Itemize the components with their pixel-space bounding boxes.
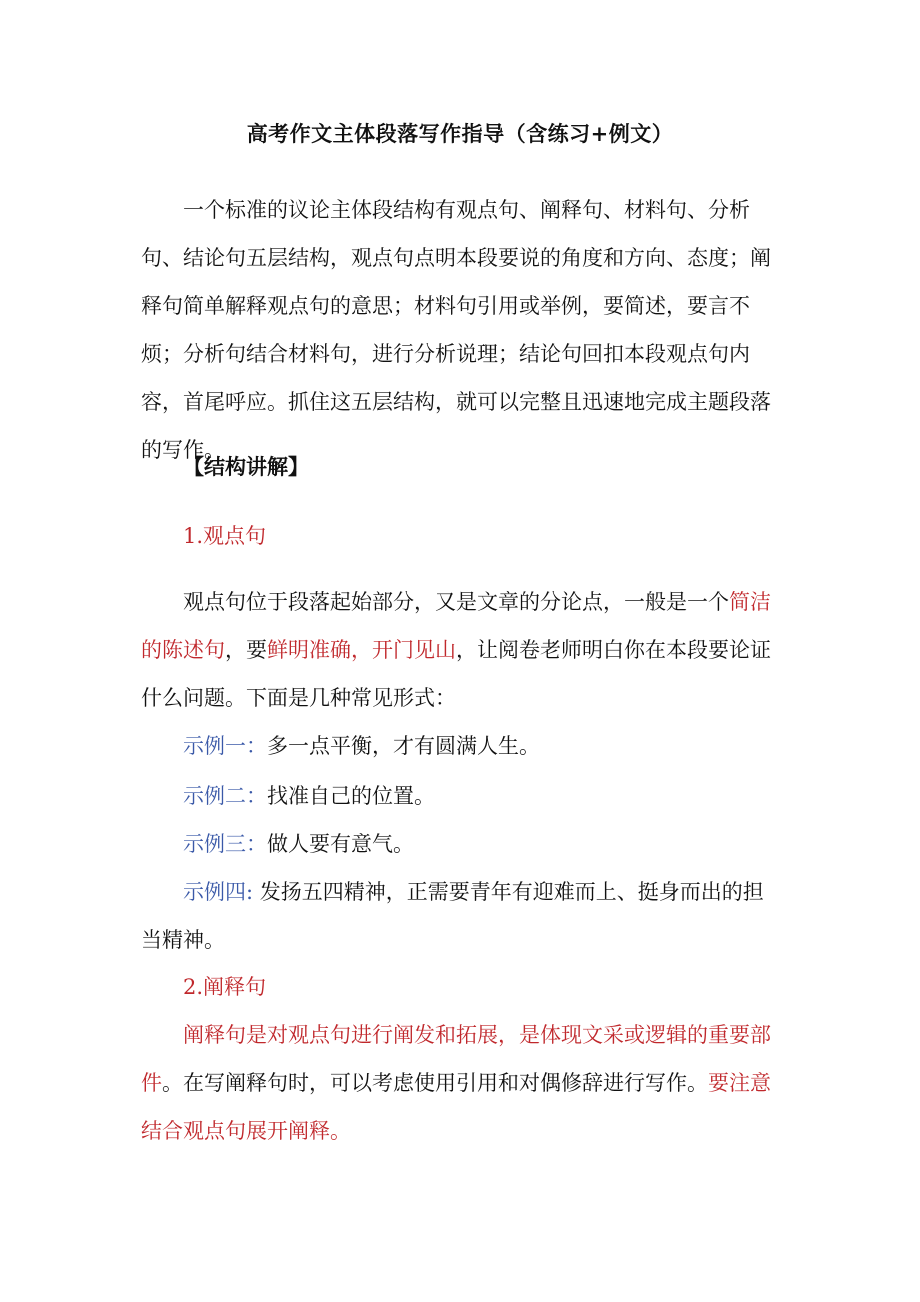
example-2-label: 示例二： (183, 784, 267, 808)
item2-highlight-2: 要注意结合观点句展开阐释。 (141, 1071, 771, 1143)
page-title: 高考作文主体段落写作指导（含练习+例文） (246, 121, 674, 146)
example-1 (183, 722, 540, 770)
item2-paragraph (141, 1011, 783, 1155)
example-1-text: 多一点平衡，才有圆满人生。 (267, 734, 540, 758)
example-3-label: 示例三： (183, 832, 267, 856)
example-4 (141, 868, 783, 964)
example-3 (183, 820, 414, 868)
item2-text-b: 。在写阐释句时，可以考虑使用引用和对偶修辞进行写作。 (162, 1071, 708, 1095)
item1-highlight-1: 简洁的陈述句 (141, 590, 771, 662)
item1-text-c: ，让阅卷老师明白你在本段要论证什么问题。下面是几种常见形式： (141, 638, 771, 710)
section-heading: 【结构讲解】 (183, 454, 309, 479)
example-2-text: 找准自己的位置。 (267, 784, 435, 808)
item1-heading: 1.观点句 (183, 524, 267, 548)
example-4-text: 发扬五四精神，正需要青年有迎难而上、挺身而出的担当精神。 (141, 880, 764, 952)
example-2 (183, 772, 435, 820)
item1-text-a: 观点句位于段落起始部分，又是文章的分论点，一般是一个 (183, 590, 729, 614)
example-4-label: 示例四: (183, 880, 254, 904)
item1-paragraph (141, 578, 783, 722)
item1-text-b: ，要 (225, 638, 267, 662)
item2-heading: 2.阐释句 (183, 975, 267, 999)
intro-paragraph: 一个标准的议论主体段结构有观点句、阐释句、材料句、分析句、结论句五层结构，观点句点明本段要说的角度和方向、态度；阐释句简单解释观点句的意思；材料句引用或举例，要简述，要言不烦；分析句结合材料句，进行分析说理；结论句回扣本段观点句内容，首尾呼应。抓住这五层结构，就可以完整且迅速地完成主题段落的写作。 (141, 198, 771, 462)
item1-highlight-2: 鲜明准确，开门见山 (267, 638, 456, 662)
example-3-text: 做人要有意气。 (267, 832, 414, 856)
example-1-label: 示例一： (183, 734, 267, 758)
item2-highlight-1: 阐释句是对观点句进行阐发和拓展，是体现文采或逻辑的重要部件 (141, 1023, 771, 1095)
